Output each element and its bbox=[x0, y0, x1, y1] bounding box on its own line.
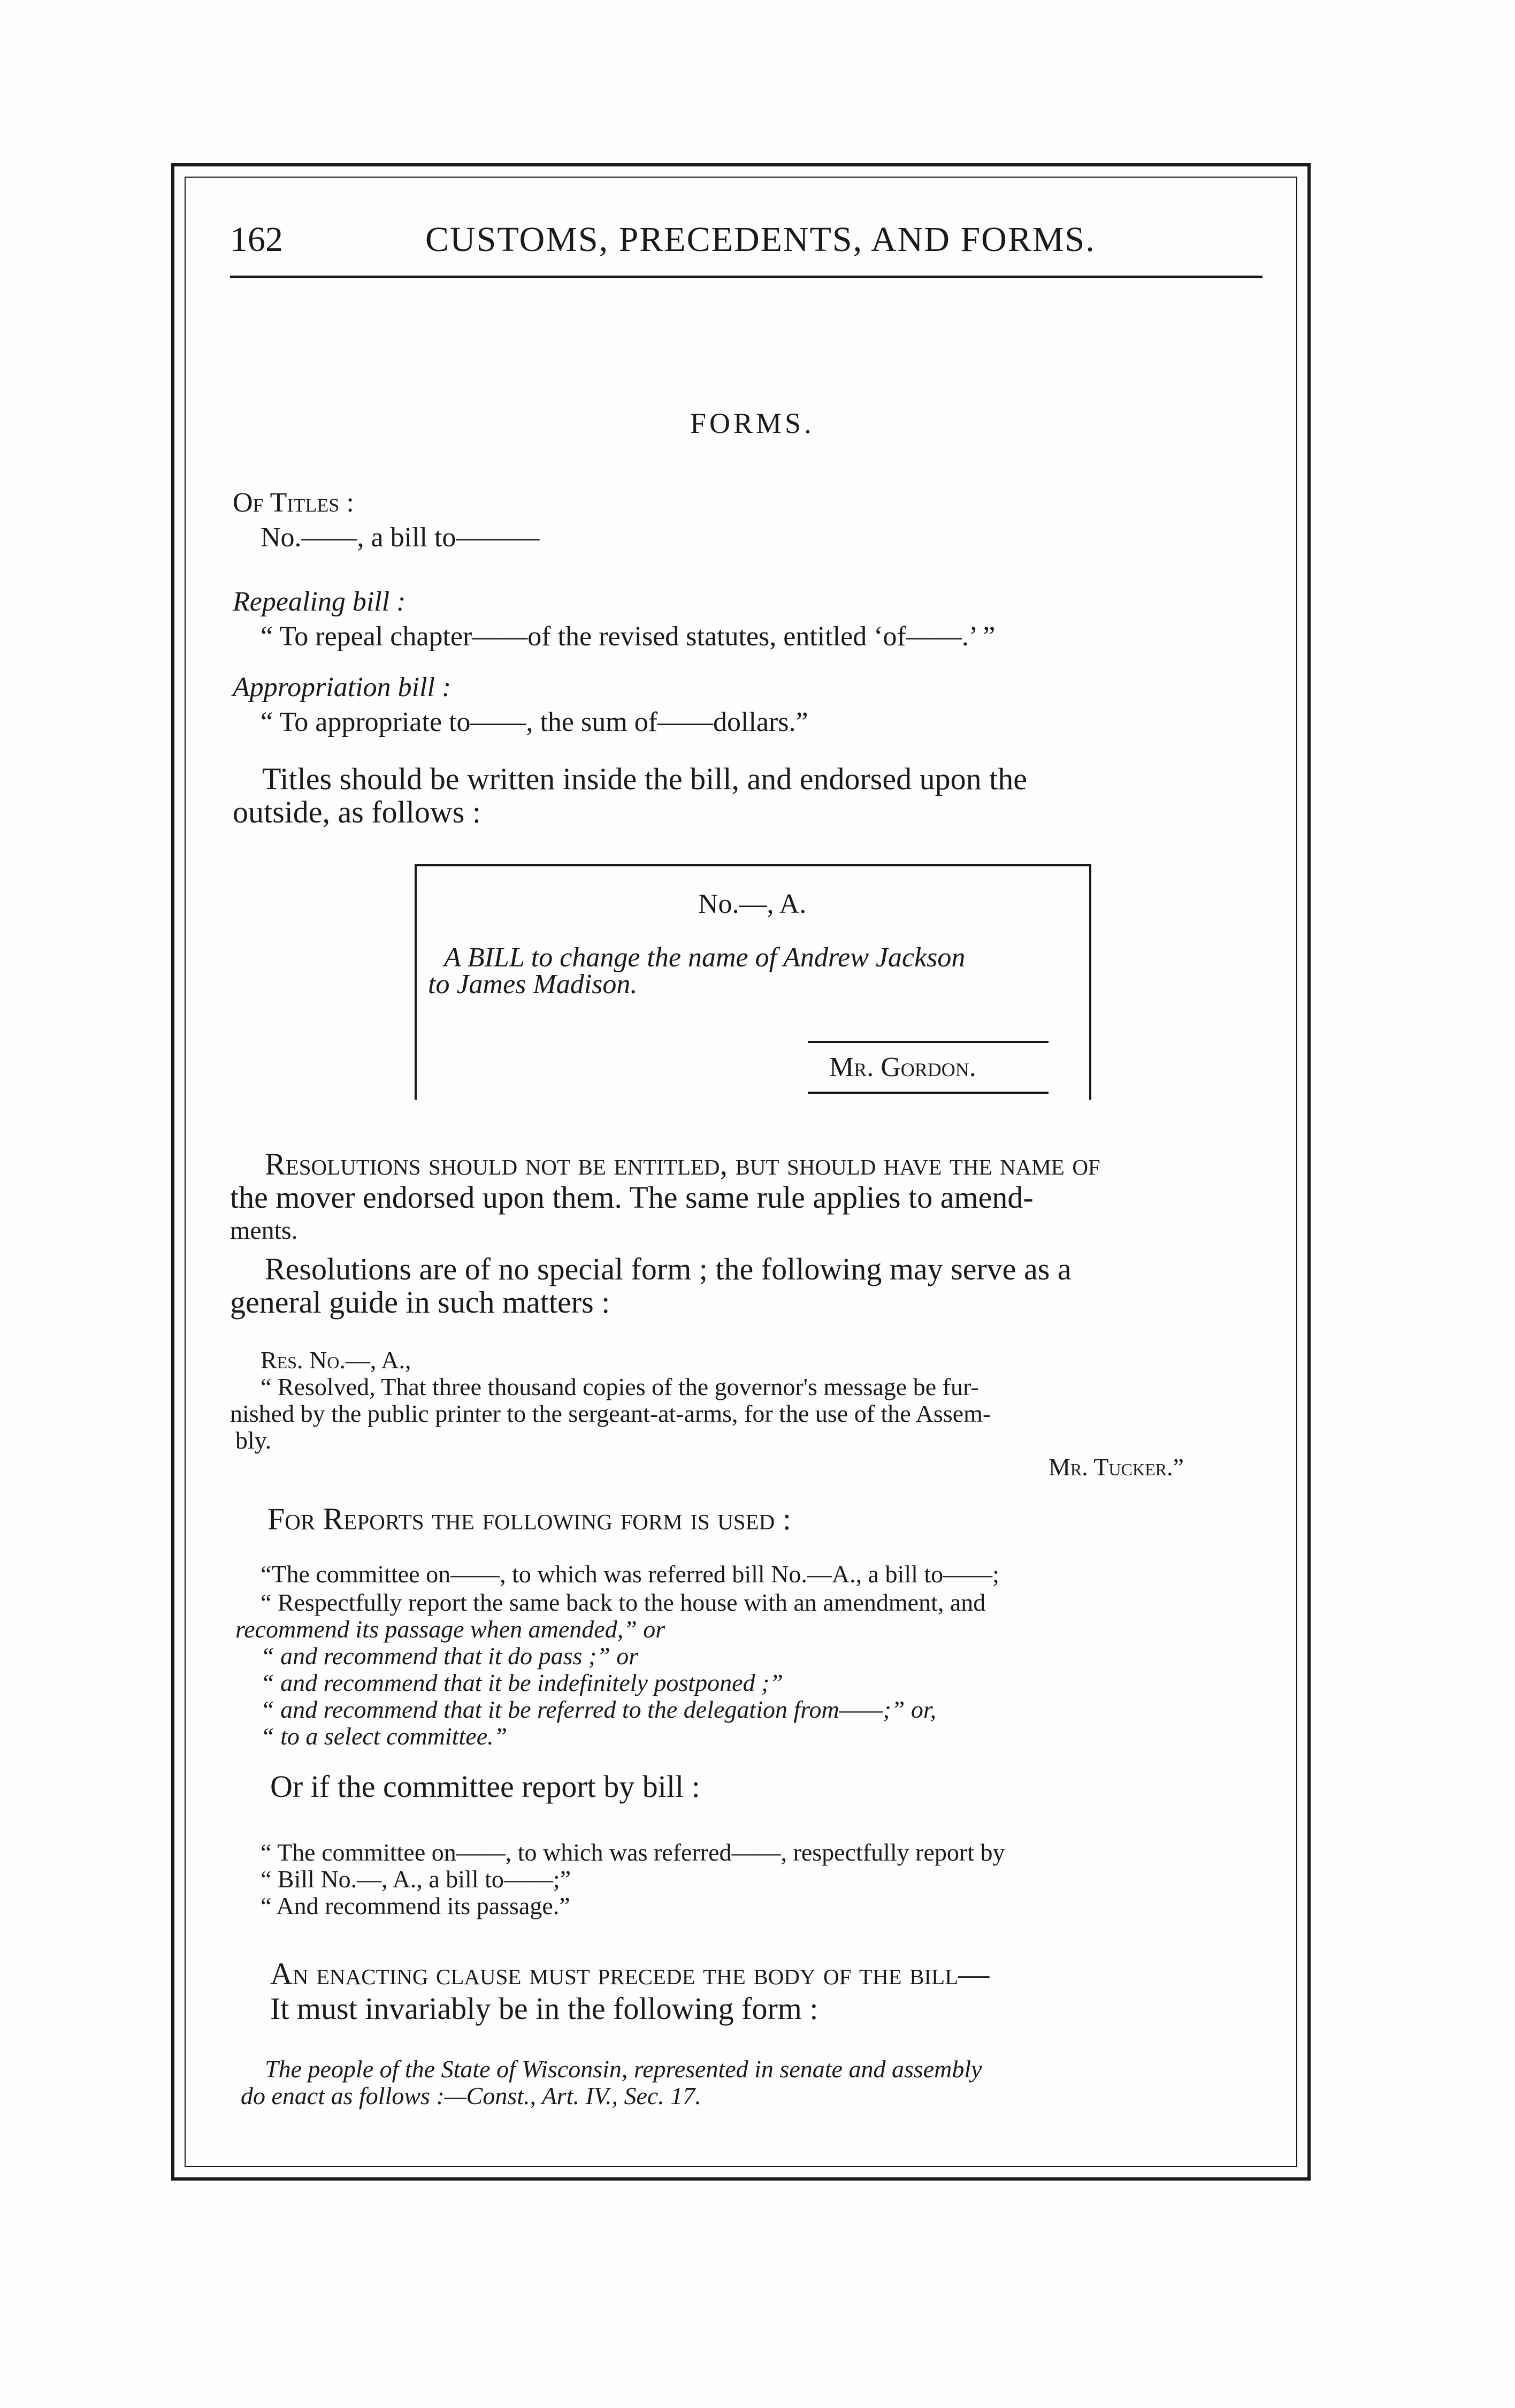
endorse-paragraph bbox=[233, 763, 1027, 829]
res-line1: “ Resolved, That three thousand copies of the governor's message be fur- bbox=[261, 1373, 979, 1400]
resolutions-line4: Resolutions are of no special form ; the following may serve as a bbox=[265, 1252, 1072, 1286]
reports-intro bbox=[267, 1501, 791, 1537]
reports-intro-text: For Reports the following form is used : bbox=[267, 1502, 791, 1536]
resolutions-line3: ments. bbox=[230, 1216, 298, 1245]
enacting-line2: It must invariably be in the following form : bbox=[270, 1991, 818, 2026]
page-header bbox=[230, 217, 1262, 278]
resolutions-line2: the mover endorsed upon them. The same rule applies to amend- bbox=[230, 1180, 1034, 1215]
bill-title-line2: to James Madison. bbox=[428, 969, 638, 1000]
res-line3: bly. bbox=[235, 1427, 272, 1454]
enacting-line1: An enacting clause must precede the body of the bill— bbox=[270, 1956, 990, 1991]
reports-line3: recommend its passage when amended,” or bbox=[235, 1616, 665, 1643]
enacting-clause-line1: The people of the State of Wisconsin, represented in senate and assembly bbox=[265, 2055, 982, 2083]
repealing-label: Repealing bill : bbox=[233, 586, 406, 617]
resolutions-line1: Resolutions should not be entitled, but should have the name of bbox=[265, 1147, 1100, 1182]
mover-rule-top bbox=[808, 1041, 1049, 1043]
res-mover: Mr. Tucker.” bbox=[1049, 1453, 1184, 1481]
resolutions-line5: general guide in such matters : bbox=[230, 1285, 610, 1320]
enacting-clause-line2: do enact as follows :—Const., Art. IV., Sec. 17. bbox=[241, 2082, 701, 2109]
reports-line7: “ to a select committee.” bbox=[261, 1723, 508, 1750]
bill-report-line2: “ Bill No.—, A., a bill to——;” bbox=[261, 1865, 571, 1893]
page-number: 162 bbox=[230, 220, 283, 259]
mover-rule-bottom bbox=[808, 1092, 1049, 1094]
appropriation-label: Appropriation bill : bbox=[233, 672, 452, 703]
reports-line5: “ and recommend that it be indefinitely postponed ;” bbox=[261, 1669, 783, 1696]
bill-mover: Mr. Gordon. bbox=[829, 1052, 976, 1083]
endorse-line1: Titles should be written inside the bill, and endorsed upon the bbox=[262, 761, 1027, 796]
bill-report-line3: “ And recommend its passage.” bbox=[261, 1892, 570, 1919]
section-title: FORMS. bbox=[690, 407, 815, 439]
res-line2: nished by the public printer to the sergeant-at-arms, for the use of the Assem- bbox=[230, 1400, 991, 1427]
reports-line1: “The committee on——, to which was referred bill No.—A., a bill to——; bbox=[261, 1560, 999, 1588]
res-number: Res. No.—, A., bbox=[261, 1346, 411, 1374]
reports-line2: “ Respectfully report the same back to the house with an amendment, and bbox=[261, 1589, 986, 1616]
titles-line1: No.——, a bill to——— bbox=[261, 522, 540, 553]
running-title: CUSTOMS, PRECEDENTS, AND FORMS. bbox=[425, 220, 1096, 259]
repealing-text: “ To repeal chapter——of the revised statutes, entitled ‘of——.’ ” bbox=[261, 621, 996, 652]
reports-line6: “ and recommend that it be referred to the delegation from——;” or, bbox=[261, 1696, 937, 1723]
bill-report-line1: “ The committee on——, to which was referred——, respectfully report by bbox=[261, 1839, 1005, 1866]
bill-title-line1: A BILL to change the name of Andrew Jackson bbox=[444, 942, 966, 973]
reports-line4: “ and recommend that it do pass ;” or bbox=[261, 1642, 639, 1670]
endorse-line2: outside, as follows : bbox=[233, 795, 481, 829]
bill-number: No.—, A. bbox=[698, 889, 807, 919]
appropriation-text: “ To appropriate to——, the sum of——dollars.” bbox=[261, 707, 808, 737]
titles-heading: Of Titles : bbox=[233, 487, 354, 518]
resolutions-paragraph bbox=[230, 1148, 1100, 1319]
bill-report-intro: Or if the committee report by bill : bbox=[270, 1769, 700, 1804]
